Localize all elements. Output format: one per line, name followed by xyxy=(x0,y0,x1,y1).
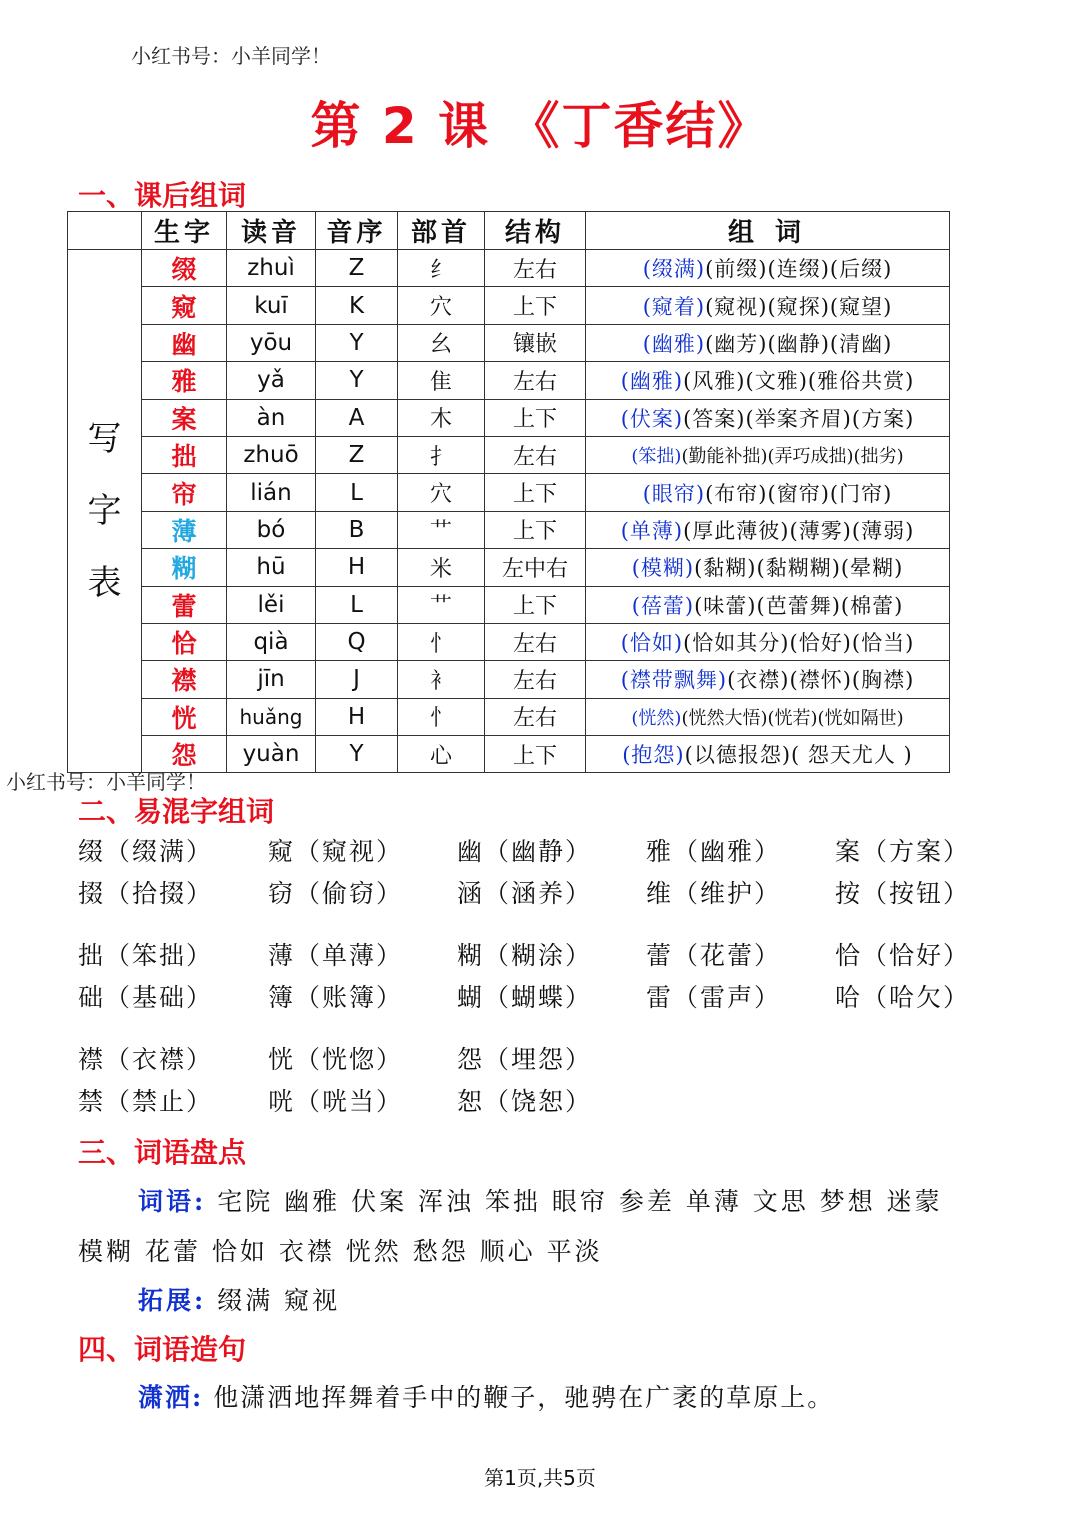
cell-words xyxy=(586,549,950,586)
cell-char: 薄 xyxy=(142,511,227,548)
side-label-char: 字 xyxy=(87,491,122,532)
word-list: (前缀)(连缀)(后缀) xyxy=(705,257,893,282)
cell-index: A xyxy=(316,399,398,436)
cell-words xyxy=(586,362,950,399)
cell-char: 帘 xyxy=(142,474,227,511)
table-row xyxy=(68,474,950,511)
cell-words xyxy=(586,623,950,660)
confusable-pair: 雅（幽雅） xyxy=(646,837,782,866)
table-row xyxy=(68,436,950,473)
word-highlight: (缀满) xyxy=(642,257,706,282)
cell-structure: 左中右 xyxy=(485,549,586,586)
word-list: (答案)(举案齐眉)(方案) xyxy=(683,406,915,431)
confusable-pair: 蕾（花蕾） xyxy=(646,941,782,970)
side-label xyxy=(68,250,142,773)
word-highlight: (单薄) xyxy=(620,518,684,543)
cell-structure: 上下 xyxy=(485,399,586,436)
cell-radical: 纟 xyxy=(398,250,485,287)
confusable-pair: 拙（笨拙） xyxy=(78,941,214,970)
cell-words xyxy=(586,698,950,735)
table-row xyxy=(68,287,950,324)
cell-pinyin: zhuō xyxy=(227,436,316,473)
cell-index: H xyxy=(316,698,398,735)
cell-structure: 左右 xyxy=(485,661,586,698)
cell-pinyin: àn xyxy=(227,399,316,436)
header-char: 生字 xyxy=(142,212,227,250)
cell-pinyin: yōu xyxy=(227,324,316,361)
page-footer: 第1页,共5页 xyxy=(484,1466,596,1490)
cell-pinyin: bó xyxy=(227,511,316,548)
word-list: (风雅)(文雅)(雅俗共赏) xyxy=(683,369,915,394)
word-list: (味蕾)(芭蕾舞)(棉蕾) xyxy=(694,593,904,618)
cell-structure: 上下 xyxy=(485,586,586,623)
confusable-pair: 维（维护） xyxy=(646,879,782,908)
cell-pinyin: jīn xyxy=(227,661,316,698)
cell-words xyxy=(586,661,950,698)
word-highlight: (幽雅) xyxy=(620,369,684,394)
word-highlight: (伏案) xyxy=(620,406,684,431)
cell-structure: 左右 xyxy=(485,362,586,399)
cell-pinyin: kuī xyxy=(227,287,316,324)
cell-char: 缀 xyxy=(142,250,227,287)
cell-pinyin: hū xyxy=(227,549,316,586)
cell-index: Y xyxy=(316,736,398,773)
cell-index: Y xyxy=(316,324,398,361)
cell-char: 雅 xyxy=(142,362,227,399)
header-index: 音序 xyxy=(316,212,398,250)
cell-words xyxy=(586,736,950,773)
cell-index: J xyxy=(316,661,398,698)
cell-radical: 艹 xyxy=(398,586,485,623)
cell-char: 幽 xyxy=(142,324,227,361)
cell-structure: 上下 xyxy=(485,736,586,773)
cell-words xyxy=(586,324,950,361)
cell-index: L xyxy=(316,474,398,511)
cell-radical: 穴 xyxy=(398,474,485,511)
header-words: 组 词 xyxy=(586,212,950,250)
table-row xyxy=(68,250,950,287)
word-highlight: (笨拙) xyxy=(631,446,682,468)
confusable-pair: 雷（雷声） xyxy=(646,983,782,1012)
table-row xyxy=(68,362,950,399)
cell-pinyin: yuàn xyxy=(227,736,316,773)
word-list: (幽芳)(幽静)(清幽) xyxy=(705,331,893,356)
cell-structure: 左右 xyxy=(485,698,586,735)
cell-structure: 上下 xyxy=(485,511,586,548)
section-heading-2: 二、易混字组词 xyxy=(78,795,275,828)
watermark-top: 小红书号：小羊同学！ xyxy=(131,44,331,68)
sentence-line xyxy=(138,1378,834,1414)
word-list: (勤能补拙)(弄巧成拙)(拙劣) xyxy=(681,446,904,468)
word-highlight: (幽雅) xyxy=(642,331,706,356)
table-row xyxy=(68,586,950,623)
table-header-row xyxy=(68,212,950,250)
word-list: (以德报怨)( 怨天尤人 ) xyxy=(684,743,913,768)
words-label: 词语: xyxy=(138,1187,207,1216)
cell-pinyin: qià xyxy=(227,623,316,660)
word-list: (恰如其分)(恰好)(恰当) xyxy=(683,631,915,656)
cell-index: K xyxy=(316,287,398,324)
confusable-pair: 涵（涵养） xyxy=(457,879,593,908)
confusable-pair: 怨（埋怨） xyxy=(457,1045,593,1074)
cell-radical: 幺 xyxy=(398,324,485,361)
cell-index: Z xyxy=(316,436,398,473)
cell-char: 恍 xyxy=(142,698,227,735)
header-corner xyxy=(68,212,142,250)
cell-index: Q xyxy=(316,623,398,660)
words-line-1 xyxy=(138,1182,943,1218)
cell-index: B xyxy=(316,511,398,548)
cell-char: 蕾 xyxy=(142,586,227,623)
confusable-pair: 幽（幽静） xyxy=(457,837,593,866)
table-row xyxy=(68,399,950,436)
confusable-pair: 咣（咣当） xyxy=(268,1087,404,1116)
confusable-pair: 窃（偷窃） xyxy=(268,879,404,908)
cell-pinyin: lěi xyxy=(227,586,316,623)
cell-index: Y xyxy=(316,362,398,399)
word-list: (窥视)(窥探)(窥望) xyxy=(705,294,893,319)
word-list: (布帘)(窗帘)(门帘) xyxy=(705,481,893,506)
sentence-text: 他潇洒地挥舞着手中的鞭子，驰骋在广袤的草原上。 xyxy=(213,1383,835,1412)
cell-structure: 镶嵌 xyxy=(485,324,586,361)
cell-radical: 扌 xyxy=(398,436,485,473)
confusable-pair: 糊（糊涂） xyxy=(457,941,593,970)
confusable-pair: 按（按钮） xyxy=(835,879,971,908)
word-highlight: (恰如) xyxy=(620,631,684,656)
confusable-pair: 缀（缀满） xyxy=(78,837,214,866)
words-list-1: 宅院 幽雅 伏案 浑浊 笨拙 眼帘 参差 单薄 文思 梦想 迷蒙 xyxy=(217,1187,943,1216)
cell-words xyxy=(586,586,950,623)
side-label-char: 表 xyxy=(87,563,122,604)
confusable-pair: 哈（哈欠） xyxy=(835,983,971,1012)
header-structure: 结构 xyxy=(485,212,586,250)
word-highlight: (模糊) xyxy=(631,556,695,581)
confusable-pair: 窥（窥视） xyxy=(268,837,404,866)
cell-radical: 心 xyxy=(398,736,485,773)
cell-pinyin: zhuì xyxy=(227,250,316,287)
cell-index: Z xyxy=(316,250,398,287)
section-heading-1: 一、课后组词 xyxy=(78,179,247,212)
extension-words: 缀满 窥视 xyxy=(217,1286,341,1315)
character-table xyxy=(67,211,950,773)
cell-char: 糊 xyxy=(142,549,227,586)
confusable-pair: 恕（饶恕） xyxy=(457,1087,593,1116)
side-label-char: 写 xyxy=(87,419,122,460)
cell-radical: 衤 xyxy=(398,661,485,698)
cell-radical: 忄 xyxy=(398,623,485,660)
confusable-pair: 案（方案） xyxy=(835,837,971,866)
cell-words xyxy=(586,474,950,511)
section-heading-3: 三、词语盘点 xyxy=(78,1136,247,1169)
extension-label: 拓展: xyxy=(138,1286,207,1315)
cell-words xyxy=(586,436,950,473)
word-highlight: (抱怨) xyxy=(622,743,685,768)
cell-structure: 左右 xyxy=(485,623,586,660)
cell-char: 怨 xyxy=(142,736,227,773)
cell-structure: 上下 xyxy=(485,287,586,324)
cell-radical: 艹 xyxy=(398,511,485,548)
confusable-pair: 恰（恰好） xyxy=(835,941,971,970)
header-pinyin: 读音 xyxy=(227,212,316,250)
word-list: (黏糊)(黏糊糊)(晕糊) xyxy=(694,556,904,581)
cell-index: L xyxy=(316,586,398,623)
cell-index: H xyxy=(316,549,398,586)
cell-radical: 米 xyxy=(398,549,485,586)
word-list: (恍然大悟)(恍若)(恍如隔世) xyxy=(681,707,904,729)
confusable-pair: 蝴（蝴蝶） xyxy=(457,983,593,1012)
cell-pinyin: lián xyxy=(227,474,316,511)
cell-radical: 木 xyxy=(398,399,485,436)
table-row xyxy=(68,661,950,698)
words-line-2: 模糊 花蕾 恰如 衣襟 恍然 愁怨 顺心 平淡 xyxy=(78,1237,603,1266)
word-list: (厚此薄彼)(薄雾)(薄弱) xyxy=(683,518,915,543)
confusable-pair: 础（基础） xyxy=(78,983,214,1012)
cell-words xyxy=(586,399,950,436)
word-list: (衣襟)(襟怀)(胸襟) xyxy=(727,668,915,693)
confusable-pair: 掇（拾掇） xyxy=(78,879,214,908)
sentence-label: 潇洒: xyxy=(138,1383,204,1412)
word-highlight: (恍然) xyxy=(631,707,682,729)
cell-structure: 上下 xyxy=(485,474,586,511)
confusable-pair: 禁（禁止） xyxy=(78,1087,214,1116)
confusable-pair: 簿（账簿） xyxy=(268,983,404,1012)
cell-radical: 忄 xyxy=(398,698,485,735)
table-row xyxy=(68,623,950,660)
confusable-pair: 薄（单薄） xyxy=(268,941,404,970)
cell-structure: 左右 xyxy=(485,250,586,287)
table-row xyxy=(68,511,950,548)
confusable-pair: 襟（衣襟） xyxy=(78,1045,214,1074)
cell-words xyxy=(586,287,950,324)
section-heading-4: 四、词语造句 xyxy=(78,1333,247,1366)
cell-radical: 隹 xyxy=(398,362,485,399)
cell-radical: 穴 xyxy=(398,287,485,324)
word-highlight: (眼帘) xyxy=(642,481,706,506)
page-title: 第 2 课 《丁香结》 xyxy=(310,97,770,155)
word-highlight: (窥着) xyxy=(642,294,706,319)
table-row xyxy=(68,324,950,361)
cell-char: 拙 xyxy=(142,436,227,473)
word-highlight: (蓓蕾) xyxy=(631,593,695,618)
cell-char: 案 xyxy=(142,399,227,436)
table-row xyxy=(68,698,950,735)
confusable-pair: 恍（恍惚） xyxy=(268,1045,404,1074)
cell-char: 窥 xyxy=(142,287,227,324)
cell-char: 襟 xyxy=(142,661,227,698)
cell-pinyin: yǎ xyxy=(227,362,316,399)
extension-line xyxy=(138,1281,340,1317)
cell-pinyin: huǎng xyxy=(227,698,316,735)
header-radical: 部首 xyxy=(398,212,485,250)
watermark-middle: 小红书号：小羊同学！ xyxy=(6,770,206,794)
word-highlight: (襟带飘舞) xyxy=(620,668,728,693)
table-row xyxy=(68,549,950,586)
cell-char: 恰 xyxy=(142,623,227,660)
cell-words xyxy=(586,250,950,287)
cell-structure: 左右 xyxy=(485,436,586,473)
cell-words xyxy=(586,511,950,548)
